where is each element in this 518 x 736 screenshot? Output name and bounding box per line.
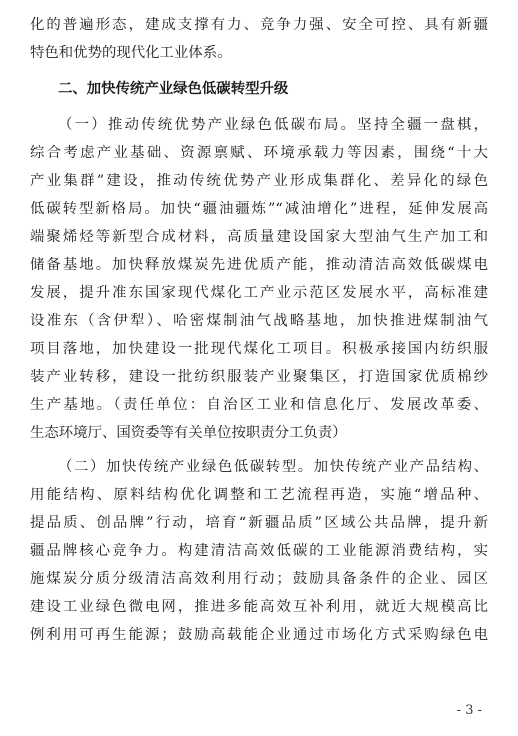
text-line: 储备基地。加快释放煤炭先进优质产能，推动清洁高效低碳煤电 — [30, 257, 488, 273]
text-line: 生态环境厅、国资委等有关单位按职责分工负责） — [30, 425, 347, 441]
text-line: 用能结构、原料结构优化调整和工艺流程再造，实施“增品种、 — [30, 487, 488, 503]
section-heading: 二、加快传统产业绿色低碳转型升级 — [58, 81, 289, 97]
text-line: 端聚烯烃等新型合成材料，高质量建设国家大型油气生产加工和 — [30, 229, 488, 245]
text-line: 产业集群”建设，推动传统优势产业形成集群化、差异化的绿色 — [30, 173, 488, 189]
text-line: 综合考虑产业基础、资源禀赋、环境承载力等因素，围绕“十大 — [30, 145, 488, 161]
text-line: 疆品牌核心竞争力。构建清洁高效低碳的工业能源消费结构，实 — [30, 543, 488, 559]
text-line: 化的普遍形态，建成支撑有力、竞争力强、安全可控、具有新疆 — [30, 17, 488, 33]
subsection-heading: （二）加快传统产业绿色低碳转型。加快传统产业产品结构、 — [58, 459, 488, 475]
text-line: 发展，提升准东国家现代煤化工产业示范区发展水平，高标准建 — [30, 285, 488, 301]
page-number: - 3 - — [456, 703, 482, 718]
text-line: 装产业转移，建设一批纺织服装产业聚集区，打造国家优质棉纱 — [30, 369, 488, 385]
text-line: 低碳转型新格局。加快“疆油疆炼”“减油增化”进程，延伸发展高 — [30, 201, 488, 217]
text-line: 例利用可再生能源；鼓励高载能企业通过市场化方式采购绿色电 — [30, 627, 488, 643]
text-line: 建设工业绿色微电网，推进多能高效互补利用，就近大规模高比 — [30, 599, 488, 615]
text-line: 提品质、创品牌”行动，培育“新疆品质”区域公共品牌，提升新 — [30, 515, 488, 531]
text-line: 设准东（含伊犁）、哈密煤制油气战略基地，加快推进煤制油气 — [30, 313, 488, 329]
subsection-heading: （一）推动传统优势产业绿色低碳布局。坚持全疆一盘棋， — [58, 117, 488, 133]
text-line: 项目落地，加快建设一批现代煤化工项目。积极承接国内纺织服 — [30, 341, 488, 357]
text-line: 生产基地。（责任单位：自治区工业和信息化厅、发展改革委、 — [30, 397, 488, 413]
text-line: 施煤炭分质分级清洁高效利用行动；鼓励具备条件的企业、园区 — [30, 571, 488, 587]
text-line: 特色和优势的现代化工业体系。 — [30, 45, 232, 61]
